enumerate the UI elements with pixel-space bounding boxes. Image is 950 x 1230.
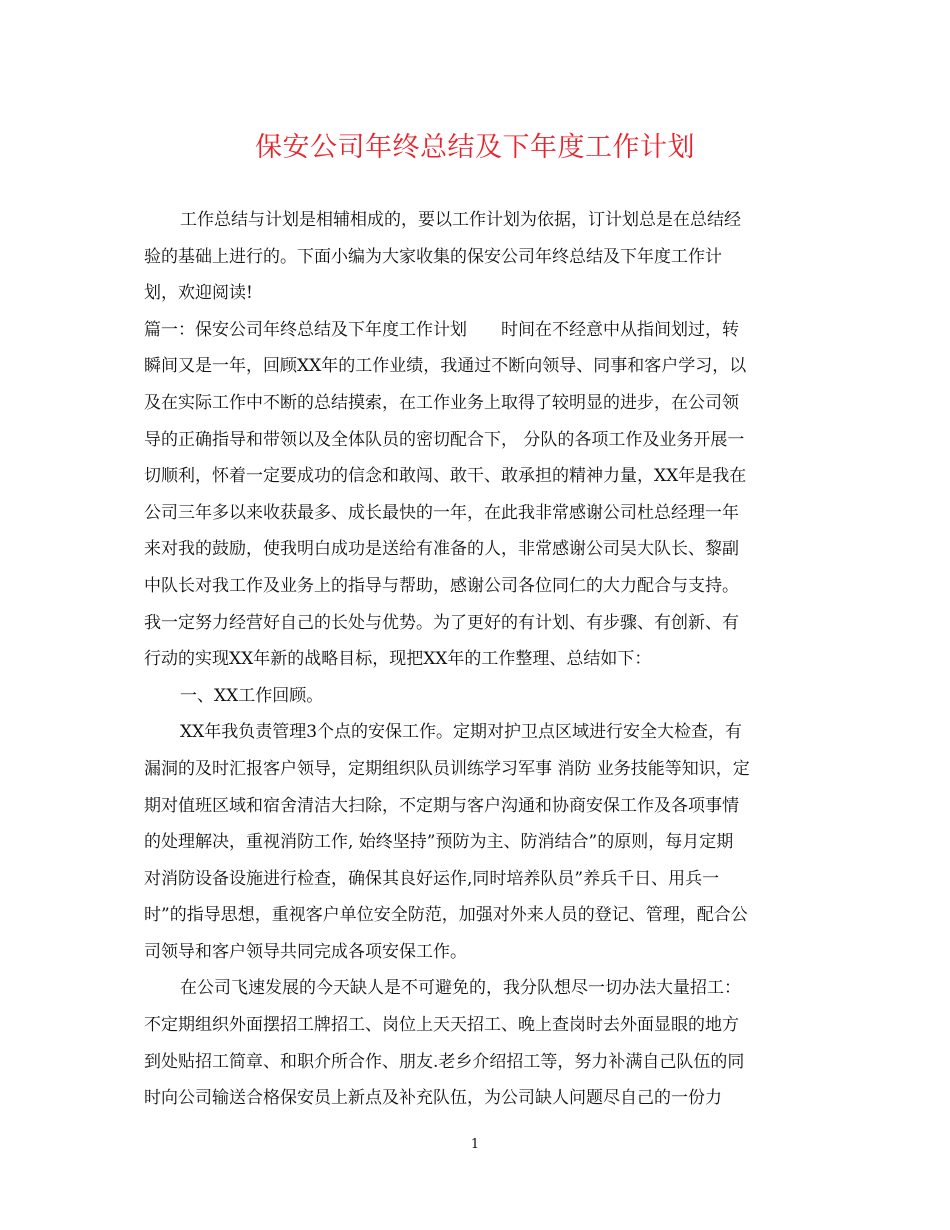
paragraph-line: 对消防设备设施进行检查，确保其良好运作,同时培养队员”养兵千日、用兵一: [144, 868, 720, 889]
paragraph-line: 司领导和客户领导共同完成各项安保工作。: [144, 941, 467, 962]
paragraph-line: 导的正确指导和带领以及全体队员的密切配合下， 分队的各项工作及业务开展一: [144, 429, 745, 450]
paragraph-line: 时向公司输送合格保安员上新点及补充队伍，为公司缺人问题尽自己的一份力: [144, 1088, 722, 1109]
paragraph-line: 的处理解决，重视消防工作, 始终坚持”预防为主、防消结合”的原则，每月定期: [144, 832, 734, 853]
paragraph-line: 瞬间又是一年，回顾XX年的工作业绩，我通过不断向领导、同事和客户学习，以: [144, 356, 747, 377]
paragraph-line: 来对我的鼓励，使我明白成功是送给有准备的人，非常感谢公司吴大队长、黎副: [144, 539, 739, 560]
paragraph-line: 验的基础上进行的。下面小编为大家收集的保安公司年终总结及下年度工作计: [144, 246, 722, 267]
paragraph-line: 不定期组织外面摆招工牌招工、岗位上天天招工、晚上查岗时去外面显眼的地方: [144, 1015, 739, 1036]
paragraph-line: 切顺利，怀着一定要成功的信念和敢闯、敢干、敢承担的精神力量，XX年是我在: [144, 466, 747, 487]
paragraph-line: 中队长对我工作及业务上的指导与帮助，感谢公司各位同仁的大力配合与支持。: [144, 575, 739, 596]
document-title: 保安公司年终总结及下年度工作计划: [255, 132, 695, 163]
paragraph-line: 在公司飞速发展的今天缺人是不可避免的，我分队想尽一切办法大量招工：: [180, 978, 741, 999]
paragraph-line: 期对值班区域和宿舍清洁大扫除，不定期与客户沟通和协商安保工作及各项事情: [144, 795, 739, 816]
paragraph-line: 漏洞的及时汇报客户领导，定期组织队员训练学习军事 消防 业务技能等知识，定: [144, 758, 750, 779]
page-number: 1: [470, 1137, 480, 1152]
paragraph-line: 篇一：保安公司年终总结及下年度工作计划 时间在不经意中从指间划过，转: [144, 319, 739, 340]
paragraph-line: 我一定努力经营好自己的长处与优势。为了更好的有计划、有步骤、有创新、有: [144, 612, 739, 633]
paragraph-line: 工作总结与计划是相辅相成的，要以工作计划为依据，订计划总是在总结经: [180, 210, 741, 230]
paragraph-line: 时”的指导思想，重视客户单位安全防范，加强对外来人员的登记、管理，配合公: [144, 905, 748, 926]
paragraph-line: 公司三年多以来收获最多、成长最快的一年，在此我非常感谢公司杜总经理一年: [144, 502, 739, 523]
document-body: [144, 202, 808, 1117]
paragraph-line: 到处贴招工简章、和职介所合作、朋友.老乡介绍招工等，努力补满自己队伍的同: [144, 1051, 745, 1072]
paragraph-line: 划，欢迎阅读!: [144, 283, 253, 304]
paragraph-line: 及在实际工作中不断的总结摸索，在工作业务上取得了较明显的进步，在公司领: [144, 392, 739, 413]
paragraph-line: 行动的实现XX年新的战略目标，现把XX年的工作整理、总结如下：: [144, 649, 652, 670]
paragraph-line: XX年我负责管理3个点的安保工作。定期对护卫点区域进行安全大检查，有: [180, 722, 743, 743]
section-heading: 一、XX工作回顾。: [180, 685, 324, 706]
